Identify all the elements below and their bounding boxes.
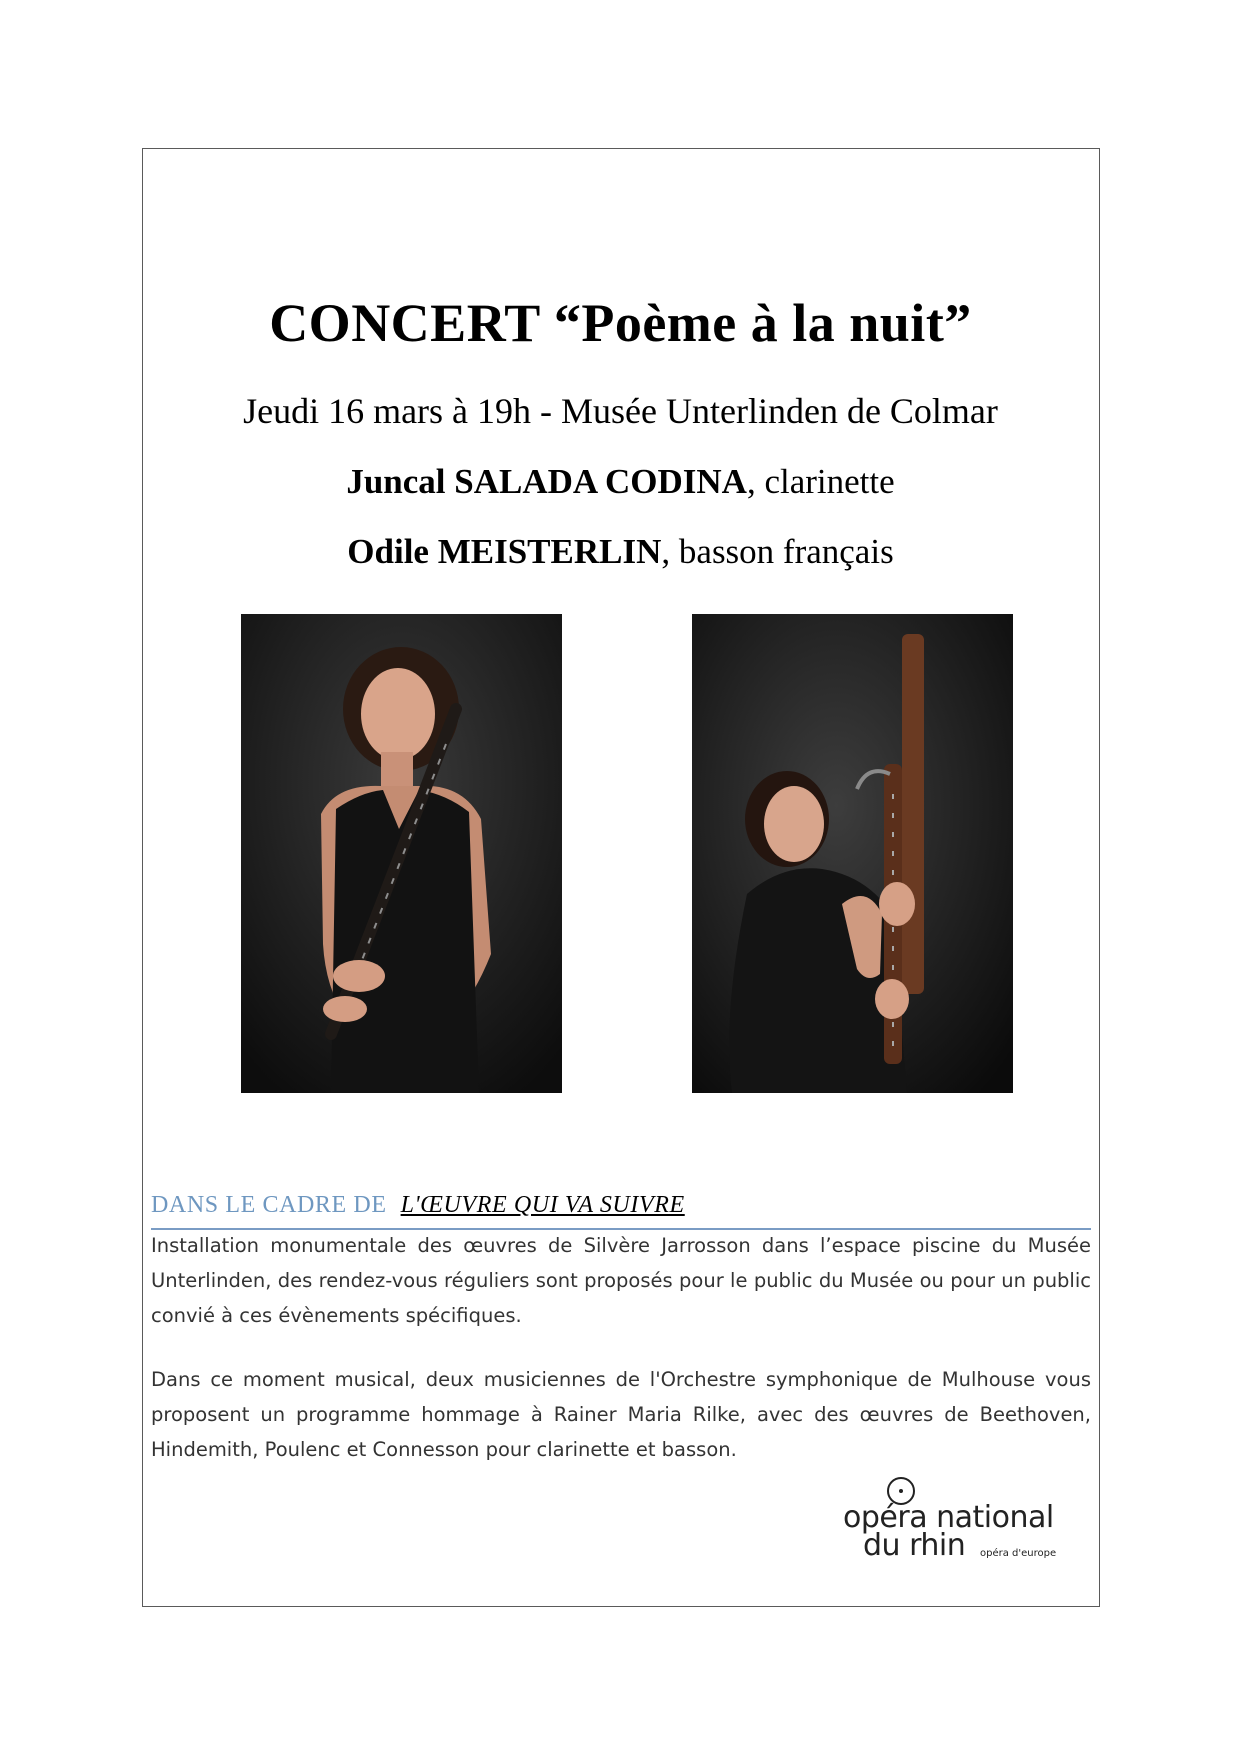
opera-national-du-rhin-logo bbox=[840, 1474, 1080, 1564]
bassoonist-photo bbox=[692, 614, 1013, 1093]
performer-bassoon bbox=[0, 532, 1241, 572]
section-label: DANS LE CADRE DE bbox=[151, 1192, 387, 1218]
concert-title: CONCERT “Poème à la nuit” bbox=[269, 293, 972, 353]
description-paragraph: Installation monumentale des œuvres de Silvère Jarrosson dans l’espace piscine du Musée Unterlinden, des rendez-vous réguliers sont proposés pour le public du Musée ou pour un public convié à ces évènements spécifiques. bbox=[151, 1234, 1091, 1327]
performer-instrument: , clarinette bbox=[746, 462, 895, 501]
logo-tagline: opéra d'europe bbox=[980, 1548, 1057, 1559]
section-heading bbox=[151, 1192, 1091, 1230]
performer-name: Odile MEISTERLIN bbox=[347, 532, 662, 571]
concert-date-venue: Jeudi 16 mars à 19h - Musée Unterlinden de Colmar bbox=[243, 391, 998, 431]
performer-name: Juncal SALADA CODINA bbox=[346, 462, 747, 501]
logo-line-1: opéra national bbox=[843, 1500, 1054, 1535]
section-work-title: L'ŒUVRE QUI VA SUIVRE bbox=[400, 1192, 685, 1218]
logo-line-2: du rhin bbox=[863, 1528, 966, 1563]
description-paragraph: Dans ce moment musical, deux musiciennes de l'Orchestre symphonique de Mulhouse vous proposent un programme hommage à Rainer Maria Rilke, avec des œuvres de Beethoven, Hindemith, Poulenc et Connesson pour clarinette et basson. bbox=[151, 1368, 1091, 1461]
performer-clarinet bbox=[0, 462, 1241, 502]
clarinettist-photo bbox=[241, 614, 562, 1093]
performer-instrument: , basson français bbox=[661, 532, 894, 571]
